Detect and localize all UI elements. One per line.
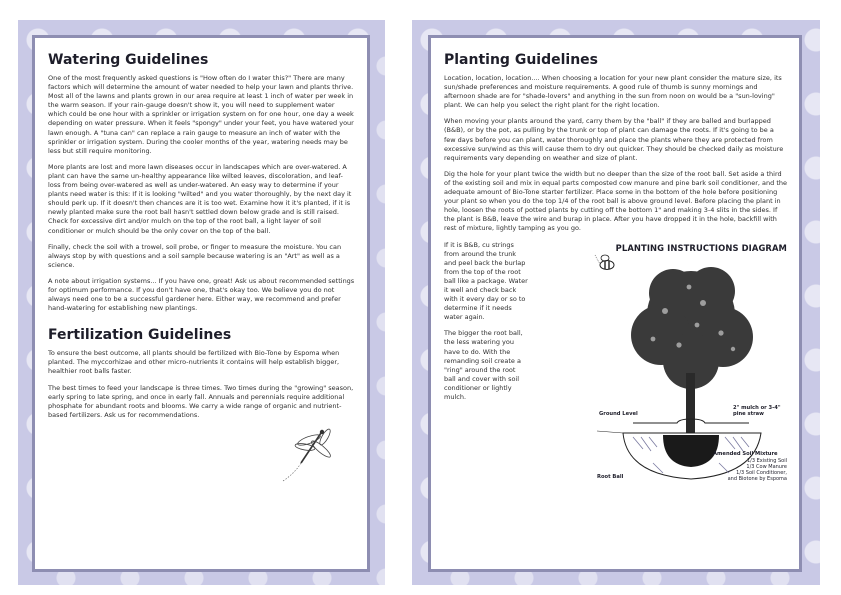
soil-mixture-item: 1/3 Soil Conditioner, <box>736 469 787 476</box>
planting-title: Planting Guidelines <box>444 52 598 68</box>
soil-mixture-item: and Biotone by Espoma <box>727 476 787 483</box>
planting-paragraph: Location, location, location.... When choosing a location for your new plant consider the mature size, its sun/shade preferences and moisture requirements. A good rule of thumb is sunny mornings and afternoon shade are for "shade-lovers" and anything in the sun from noon on would be a "sun-loving" plant. We can help you select the right plant for the right location. <box>444 74 782 110</box>
fertilization-title: Fertilization Guidelines <box>48 327 232 344</box>
planting-card <box>428 35 802 572</box>
fertilization-paragraph: The best times to feed your landscape is three times. Two times during the "growing" season, early spring to late spring, and once in early fall. Annuals and perennials require additional phosphate for abundant roots and blooms. We carry a wide range of organic and nutrient-based fertilizers. Ask us for recommendations. <box>48 383 354 419</box>
soil-mixture-list <box>728 458 787 483</box>
watering-paragraph: One of the most frequently asked questions is "How often do I water this?" There are many factors which will determine the amount of water needed to help your lawn and plants thrive. Most all of the lawns and plants grown in our area require at least 1 inch of water per week in the warm season. If your rain-gauge doesn't show it, you will need to supplement water which could be one hour with a sprinkler or irrigation system on for one hour, one day a week depending on water pressure. When it feels "spongy" under your feet, you have watered your lawn enough. A "tuna can" can replace a rain gauge to measure an inch of water with the sprinkler or irrigation system. During the cooler months of the year, watering needs may be less but still require monitoring. <box>48 74 354 155</box>
planting-side-paragraph: The bigger the root ball, the less watering you have to do. With the remanding soil create a "ring" around the root ball and cover with soil conditioner or lightly mulch. <box>444 329 523 401</box>
diagram-title: PLANTING INSTRUCTIONS DIAGRAM <box>615 242 787 253</box>
planting-side-paragraph: If it is B&B, cu strings from around the trunk and peel back the burlap from the top of the root ball like a package. Water it well and check back with it every day or so to determine if it needs water again. <box>444 240 528 322</box>
watering-paragraph: A note about irrigation systems... If you have one, great! Ask us about recommended settings for optimum performance. If you don't have one, that's okay too. We believe you do not always need one to be a successful gardener here. Either way, we recommend and prefer hand-watering for establishing new plantings. <box>48 276 355 313</box>
bee-icon <box>593 253 619 273</box>
dragonfly-icon <box>275 423 337 485</box>
planting-paragraph: When moving your plants around the yard, carry them by the "ball" if they are balled and burlapped (B&B), or by the pot, as pulling by the trunk or top of plant can damage the roots. If it's going to be a few days before you can plant, water thoroughly and place the plants where they are protected from excessive sun/wind as this will cause them to dry out quicker. They should be checked daily as moisture requirements vary depending on weather and size of plant. <box>444 117 784 162</box>
mulch-label: 2" mulch or 3-4" pine straw <box>733 404 781 417</box>
watering-fertilization-card <box>32 35 370 572</box>
root-ball-label: Root Ball <box>597 473 624 480</box>
watering-paragraph: More plants are lost and more lawn diseases occur in landscapes which are over-watered. A plant can have the same un-healthy appearance like wilted leaves, discoloration, and leaf-loss from being over-watered as well as under-watered. An easy way to determine if your plants need water is this: If it is looking "wilted" and you water thoroughly, by the next day it should perk up. If it doesn't then chances are it is too wet. Examine how it it's planted, if it is newly planted make sure the root ball hasn't settled down below grade and is still raised. Check for excessive dirt and/or mulch on the top of the root ball, a light layer of soil conditioner or mulch should be the only cover on the top of the ball. <box>48 162 352 235</box>
watering-paragraph: Finally, check the soil with a trowel, soil probe, or finger to measure the moisture. You can always stop by with questions and a soil sample because watering is an "Art" as well as a science. <box>48 242 342 269</box>
planting-paragraph: Dig the hole for your plant twice the width but no deeper than the size of the root ball. Set aside a third of the existing soil and mix in equal parts composted cow manure and pine bark soil conditioner, and the adequate amount of Bio-Tone starter fertilizer. Place some in the bottom of the hole before positioning your plant so when you do the top 1/4 of the root ball is above ground level. Before placing the plant in hole, loosen the roots of potted plants by cutting off the bottom 1" and making 3-4 slits in the sides. If the plant is B&B, leave the wire and burap in place. After you have dropped it in the hole, backfill with rest of mixture, lightly tamping as you go. <box>444 169 787 233</box>
right-page-background <box>412 20 820 585</box>
fertilization-paragraph: To ensure the best outcome, all plants should be fertilized with Bio-Tone by Espoma when planted. The myccorhizae and other micro-nutrients it contains will help establish bigger, healthier root balls faster. <box>48 349 340 376</box>
planting-side-text <box>444 241 528 410</box>
soil-mixture-item: 1/3 Existing Soil <box>746 457 787 464</box>
planting-diagram <box>593 241 787 491</box>
soil-mixture-item: 1/3 Cow Manure <box>746 463 787 470</box>
ground-level-label: Ground Level <box>599 410 638 417</box>
amended-soil-label: Amended Soil Mixture <box>713 450 778 457</box>
left-page-background <box>18 20 385 585</box>
watering-title: Watering Guidelines <box>48 52 209 68</box>
